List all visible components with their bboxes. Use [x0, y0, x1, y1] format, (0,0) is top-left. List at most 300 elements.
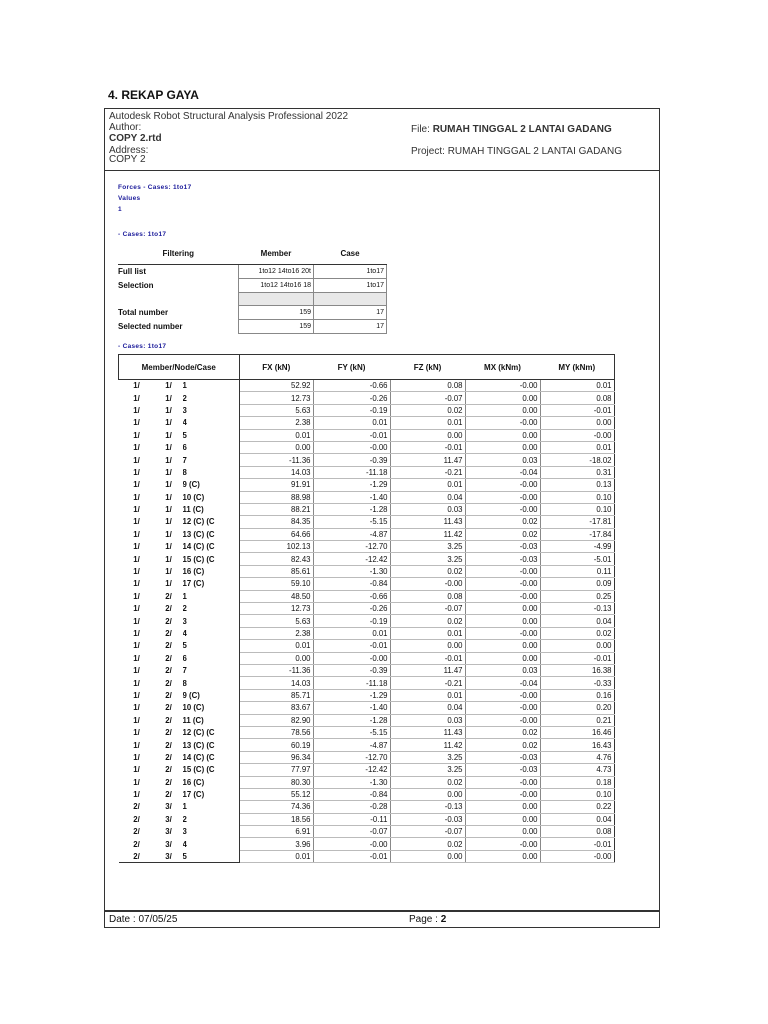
fy-cell: -0.01 — [313, 640, 390, 652]
node-cell: 2/ — [165, 790, 172, 800]
mx-cell: 0.02 — [465, 739, 540, 751]
fx-cell: 2.38 — [239, 417, 313, 429]
fy-cell: -0.26 — [313, 392, 390, 404]
fz-header: FZ (kN) — [390, 355, 465, 380]
table-row — [119, 838, 615, 850]
fx-cell: 102.13 — [239, 541, 313, 553]
table-row — [119, 640, 615, 652]
fx-cell: 91.91 — [239, 479, 313, 491]
selected-member: 159 — [239, 320, 314, 334]
table-row — [119, 627, 615, 639]
case-cell: 15 (C) (C — [183, 764, 240, 776]
table-row — [119, 689, 615, 701]
fx-cell: 55.12 — [239, 788, 313, 800]
my-cell: 0.01 — [540, 441, 614, 453]
node-cell: 1/ — [165, 554, 172, 564]
fy-cell: -0.00 — [313, 441, 390, 453]
fz-cell: -0.21 — [390, 677, 465, 689]
fz-cell: 0.02 — [390, 404, 465, 416]
project-label: Project: — [411, 146, 445, 157]
table-row — [119, 677, 615, 689]
my-cell: 0.31 — [540, 466, 614, 478]
node-cell: 2/ — [165, 715, 172, 725]
my-cell: 16.43 — [540, 739, 614, 751]
case-cell: 17 (C) — [183, 578, 240, 590]
fx-cell: 88.98 — [239, 491, 313, 503]
table-row — [119, 516, 615, 528]
case-cell: 1 — [183, 590, 240, 602]
fx-cell: 3.96 — [239, 838, 313, 850]
member-cell: 1/ — [133, 430, 140, 440]
fx-header: FX (kN) — [239, 355, 313, 380]
member-cell: 1/ — [133, 604, 140, 614]
table-row — [119, 826, 615, 838]
node-cell: 2/ — [165, 666, 172, 676]
mx-cell: -0.00 — [465, 838, 540, 850]
case-cell: 17 (C) — [183, 788, 240, 800]
my-cell: -18.02 — [540, 454, 614, 466]
node-cell: 2/ — [165, 728, 172, 738]
fy-cell: -0.26 — [313, 603, 390, 615]
table-row — [119, 813, 615, 825]
my-cell: 0.20 — [540, 702, 614, 714]
member-cell: 2/ — [119, 850, 155, 862]
member-cell: 1/ — [133, 740, 140, 750]
mx-cell: 0.00 — [465, 640, 540, 652]
mx-cell: 0.00 — [465, 603, 540, 615]
my-cell: 0.09 — [540, 578, 614, 590]
member-cell: 1/ — [133, 690, 140, 700]
section-heading: 4. REKAP GAYA — [108, 88, 199, 102]
filter-header-row — [118, 242, 387, 265]
fz-cell: -0.01 — [390, 652, 465, 664]
mx-cell: -0.00 — [465, 714, 540, 726]
table-row — [119, 528, 615, 540]
my-cell: -0.01 — [540, 838, 614, 850]
fy-cell: -0.19 — [313, 615, 390, 627]
fy-cell: 0.01 — [313, 627, 390, 639]
fx-cell: 82.43 — [239, 553, 313, 565]
fy-cell: -0.07 — [313, 826, 390, 838]
fx-cell: 64.66 — [239, 528, 313, 540]
table-row — [119, 578, 615, 590]
member-cell: 1/ — [133, 529, 140, 539]
mx-cell: -0.00 — [465, 503, 540, 515]
member-cell: 1/ — [133, 653, 140, 663]
mx-cell: -0.04 — [465, 466, 540, 478]
my-cell: 4.73 — [540, 764, 614, 776]
fy-cell: -0.39 — [313, 454, 390, 466]
fx-cell: 14.03 — [239, 466, 313, 478]
member-cell: 1/ — [133, 591, 140, 601]
member-cell: 1/ — [133, 703, 140, 713]
my-cell: 0.01 — [540, 380, 614, 392]
software-name: Autodesk Robot Structural Analysis Professional 2022 — [109, 111, 349, 122]
address-label: Address: — [109, 145, 149, 156]
my-cell: -17.84 — [540, 528, 614, 540]
footer-date: Date : 07/05/25 — [109, 914, 178, 925]
case-cell: 10 (C) — [183, 702, 240, 714]
node-cell: 1/ — [165, 381, 172, 391]
fy-cell: 0.01 — [313, 417, 390, 429]
fx-cell: 84.35 — [239, 516, 313, 528]
fx-cell: 82.90 — [239, 714, 313, 726]
fy-cell: -1.30 — [313, 565, 390, 577]
fz-cell: -0.00 — [390, 578, 465, 590]
my-cell: 0.25 — [540, 590, 614, 602]
case-cell: 16 (C) — [183, 776, 240, 788]
fx-cell: 78.56 — [239, 726, 313, 738]
author-label: Author: — [109, 122, 142, 133]
my-cell: 0.04 — [540, 813, 614, 825]
fy-cell: -12.70 — [313, 751, 390, 763]
table-row — [119, 652, 615, 664]
mx-cell: -0.03 — [465, 553, 540, 565]
node-cell: 2/ — [165, 740, 172, 750]
mx-cell: 0.00 — [465, 429, 540, 441]
fz-cell: 11.43 — [390, 726, 465, 738]
fz-cell: 3.25 — [390, 541, 465, 553]
fz-cell: 3.25 — [390, 553, 465, 565]
fy-cell: -0.19 — [313, 404, 390, 416]
table-row — [119, 441, 615, 453]
node-cell: 2/ — [165, 765, 172, 775]
fy-cell: -0.66 — [313, 380, 390, 392]
fy-cell: -0.28 — [313, 801, 390, 813]
node-cell: 2/ — [165, 690, 172, 700]
fz-cell: 3.25 — [390, 764, 465, 776]
fz-cell: 0.00 — [390, 850, 465, 862]
mx-cell: -0.03 — [465, 751, 540, 763]
node-cell: 2/ — [165, 616, 172, 626]
table-row — [119, 702, 615, 714]
case-cell: 6 — [183, 441, 240, 453]
my-cell: -0.33 — [540, 677, 614, 689]
fy-cell: -11.18 — [313, 677, 390, 689]
my-cell: 0.11 — [540, 565, 614, 577]
fx-cell: 0.00 — [239, 652, 313, 664]
fx-cell: 52.92 — [239, 380, 313, 392]
mx-cell: 0.03 — [465, 664, 540, 676]
fx-cell: 83.67 — [239, 702, 313, 714]
total-member: 159 — [239, 306, 314, 320]
member-cell: 1/ — [133, 790, 140, 800]
fx-cell: 80.30 — [239, 776, 313, 788]
fz-cell: 0.00 — [390, 429, 465, 441]
my-cell: 0.16 — [540, 689, 614, 701]
case-cell: 11 (C) — [183, 714, 240, 726]
fx-cell: 0.01 — [239, 640, 313, 652]
fy-cell: -12.42 — [313, 553, 390, 565]
mx-cell: 0.00 — [465, 801, 540, 813]
case-cell: 5 — [183, 850, 240, 862]
fx-cell: 5.63 — [239, 404, 313, 416]
my-cell: 0.08 — [540, 826, 614, 838]
header-divider — [105, 170, 659, 171]
fx-cell: 12.73 — [239, 392, 313, 404]
fz-cell: 0.00 — [390, 640, 465, 652]
fy-cell: -11.18 — [313, 466, 390, 478]
file-name: COPY 2.rtd — [109, 133, 162, 144]
table-row — [119, 380, 615, 392]
case-cell: 12 (C) (C — [183, 726, 240, 738]
fz-cell: 0.08 — [390, 380, 465, 392]
mx-cell: -0.00 — [465, 689, 540, 701]
case-cell: 4 — [183, 627, 240, 639]
case-cell: 2 — [183, 813, 240, 825]
my-cell: 0.21 — [540, 714, 614, 726]
member-cell: 1/ — [133, 567, 140, 577]
member-cell: 1/ — [133, 777, 140, 787]
member-cell: 1/ — [133, 505, 140, 515]
mx-cell: -0.00 — [465, 590, 540, 602]
my-cell: 0.10 — [540, 503, 614, 515]
full-list-case: 1to17 — [314, 265, 387, 279]
my-cell: 4.76 — [540, 751, 614, 763]
total-label: Total number — [118, 308, 169, 317]
page-label: Page : — [409, 914, 438, 925]
member-cell: 1/ — [133, 492, 140, 502]
node-cell: 3/ — [155, 850, 183, 862]
mx-cell: 0.00 — [465, 813, 540, 825]
case-cell: 6 — [183, 652, 240, 664]
case-cell: 7 — [183, 664, 240, 676]
fx-cell: 60.19 — [239, 739, 313, 751]
member-cell: 1/ — [133, 455, 140, 465]
case-cell: 5 — [183, 429, 240, 441]
member-cell: 1/ — [133, 467, 140, 477]
mx-cell: -0.00 — [465, 565, 540, 577]
my-cell: 0.00 — [540, 417, 614, 429]
mx-cell: -0.00 — [465, 702, 540, 714]
fy-cell: -0.11 — [313, 813, 390, 825]
member-cell: 1/ — [133, 715, 140, 725]
case-cell: 13 (C) (C — [183, 528, 240, 540]
fz-cell: 11.43 — [390, 516, 465, 528]
table-row — [119, 466, 615, 478]
node-cell: 1/ — [165, 505, 172, 515]
fy-cell: -0.66 — [313, 590, 390, 602]
mx-cell: -0.00 — [465, 578, 540, 590]
member-cell: 1/ — [133, 393, 140, 403]
table-row — [119, 603, 615, 615]
case-cell: 2 — [183, 603, 240, 615]
fz-cell: 0.01 — [390, 689, 465, 701]
member-cell: 1/ — [133, 542, 140, 552]
table-row — [119, 565, 615, 577]
table-row — [119, 739, 615, 751]
mx-cell: -0.03 — [465, 764, 540, 776]
member-cell: 2/ — [133, 827, 140, 837]
case-cell: 11 (C) — [183, 503, 240, 515]
table-row — [119, 788, 615, 800]
case-cell: 3 — [183, 615, 240, 627]
case-cell: 4 — [183, 838, 240, 850]
fy-cell: -4.87 — [313, 528, 390, 540]
table-row — [119, 615, 615, 627]
fz-cell: 3.25 — [390, 751, 465, 763]
fx-cell: 2.38 — [239, 627, 313, 639]
fx-cell: 0.01 — [239, 429, 313, 441]
case-cell: 15 (C) (C — [183, 553, 240, 565]
fz-cell: -0.21 — [390, 466, 465, 478]
table-row — [119, 541, 615, 553]
node-cell: 1/ — [165, 492, 172, 502]
mx-cell: -0.04 — [465, 677, 540, 689]
case-cell: 10 (C) — [183, 491, 240, 503]
case-cell: 8 — [183, 677, 240, 689]
fz-cell: -0.03 — [390, 813, 465, 825]
case-cell: 1 — [183, 380, 240, 392]
member-cell: 1/ — [133, 629, 140, 638]
fy-cell: -0.39 — [313, 664, 390, 676]
fy-cell: -0.01 — [313, 850, 390, 862]
table-row — [119, 714, 615, 726]
fz-cell: -0.01 — [390, 441, 465, 453]
fx-cell: 6.91 — [239, 826, 313, 838]
node-cell: 1/ — [165, 443, 172, 453]
fy-cell: -0.84 — [313, 788, 390, 800]
fz-cell: 0.04 — [390, 702, 465, 714]
node-cell: 2/ — [165, 653, 172, 663]
my-cell: -0.13 — [540, 603, 614, 615]
case-cell: 4 — [183, 417, 240, 429]
node-cell: 3/ — [165, 827, 172, 837]
node-cell: 3/ — [165, 839, 172, 849]
fy-cell: -1.29 — [313, 689, 390, 701]
table-row — [119, 553, 615, 565]
mx-cell: -0.00 — [465, 417, 540, 429]
selected-label: Selected number — [118, 322, 183, 331]
fx-cell: 0.01 — [239, 850, 313, 862]
node-cell: 1/ — [165, 418, 172, 428]
fy-cell: -0.00 — [313, 652, 390, 664]
member-cell: 1/ — [133, 554, 140, 564]
fy-cell: -12.42 — [313, 764, 390, 776]
node-cell: 2/ — [165, 591, 172, 601]
fy-cell: -1.28 — [313, 714, 390, 726]
case-cell: 13 (C) (C — [183, 739, 240, 751]
selection-member: 1to12 14to16 18 — [239, 279, 314, 293]
fx-cell: 88.21 — [239, 503, 313, 515]
fx-cell: 96.34 — [239, 751, 313, 763]
mx-cell: -0.03 — [465, 541, 540, 553]
fy-cell: -4.87 — [313, 739, 390, 751]
mx-cell: 0.00 — [465, 392, 540, 404]
node-cell: 2/ — [165, 641, 172, 651]
fx-cell: 14.03 — [239, 677, 313, 689]
fz-cell: 11.47 — [390, 664, 465, 676]
fx-cell: 74.36 — [239, 801, 313, 813]
fy-header: FY (kN) — [313, 355, 390, 380]
node-cell: 1/ — [165, 567, 172, 577]
my-cell: 0.22 — [540, 801, 614, 813]
fx-cell: 77.97 — [239, 764, 313, 776]
selected-case: 17 — [314, 320, 387, 334]
case-cell: 5 — [183, 640, 240, 652]
page-number: 2 — [440, 914, 447, 925]
table-row — [119, 850, 615, 862]
fz-cell: 0.01 — [390, 627, 465, 639]
forces-title: Forces - Cases: 1to17 — [118, 184, 192, 191]
my-cell: 16.46 — [540, 726, 614, 738]
case-cell: 16 (C) — [183, 565, 240, 577]
node-cell: 1/ — [165, 542, 172, 552]
case-cell: 8 — [183, 466, 240, 478]
cases-label-filter: - Cases: 1to17 — [118, 231, 167, 238]
case-cell: 7 — [183, 454, 240, 466]
member-cell: 1/ — [133, 666, 140, 676]
fz-cell: -0.07 — [390, 392, 465, 404]
fz-cell: 11.42 — [390, 739, 465, 751]
case-cell: 1 — [183, 801, 240, 813]
table-row — [119, 491, 615, 503]
mx-cell: 0.00 — [465, 615, 540, 627]
project-field — [411, 147, 622, 157]
fx-cell: -11.36 — [239, 664, 313, 676]
my-cell: -17.81 — [540, 516, 614, 528]
fz-cell: 11.47 — [390, 454, 465, 466]
fz-cell: -0.07 — [390, 826, 465, 838]
table-row — [119, 801, 615, 813]
table-row — [119, 429, 615, 441]
my-cell: 0.04 — [540, 615, 614, 627]
node-cell: 1/ — [165, 579, 172, 589]
fz-cell: 0.00 — [390, 788, 465, 800]
table-row — [119, 590, 615, 602]
project-value: RUMAH TINGGAL 2 LANTAI GADANG — [447, 146, 622, 157]
filter-table — [118, 242, 387, 334]
filter-gap-row — [118, 293, 387, 306]
fz-cell: -0.13 — [390, 801, 465, 813]
table-row — [119, 392, 615, 404]
table-row — [119, 479, 615, 491]
my-cell: 0.00 — [540, 640, 614, 652]
member-cell: 1/ — [133, 678, 140, 688]
fz-cell: 0.08 — [390, 590, 465, 602]
forces-header-row — [119, 355, 615, 380]
my-cell: -0.01 — [540, 404, 614, 416]
node-cell: 2/ — [165, 629, 172, 638]
node-cell: 2/ — [165, 604, 172, 614]
mx-cell: 0.00 — [465, 850, 540, 862]
forces-table — [118, 354, 615, 863]
fy-cell: -1.30 — [313, 776, 390, 788]
table-row — [119, 764, 615, 776]
mx-cell: 0.02 — [465, 516, 540, 528]
my-cell: 0.10 — [540, 788, 614, 800]
my-cell: -0.01 — [540, 652, 614, 664]
table-row — [119, 503, 615, 515]
node-cell: 3/ — [165, 802, 172, 812]
fx-cell: 12.73 — [239, 603, 313, 615]
my-cell: 0.08 — [540, 392, 614, 404]
my-cell: 16.38 — [540, 664, 614, 676]
node-cell: 2/ — [165, 777, 172, 787]
mx-cell: 0.00 — [465, 404, 540, 416]
member-cell: 1/ — [133, 579, 140, 589]
my-cell: -0.00 — [540, 429, 614, 441]
mx-cell: -0.00 — [465, 627, 540, 639]
table-row — [119, 751, 615, 763]
selection-row — [118, 279, 387, 293]
my-cell: 0.18 — [540, 776, 614, 788]
file-label: File: — [411, 124, 430, 135]
fz-cell: 0.02 — [390, 838, 465, 850]
fy-cell: -1.40 — [313, 491, 390, 503]
fz-cell: -0.07 — [390, 603, 465, 615]
mx-cell: -0.00 — [465, 479, 540, 491]
